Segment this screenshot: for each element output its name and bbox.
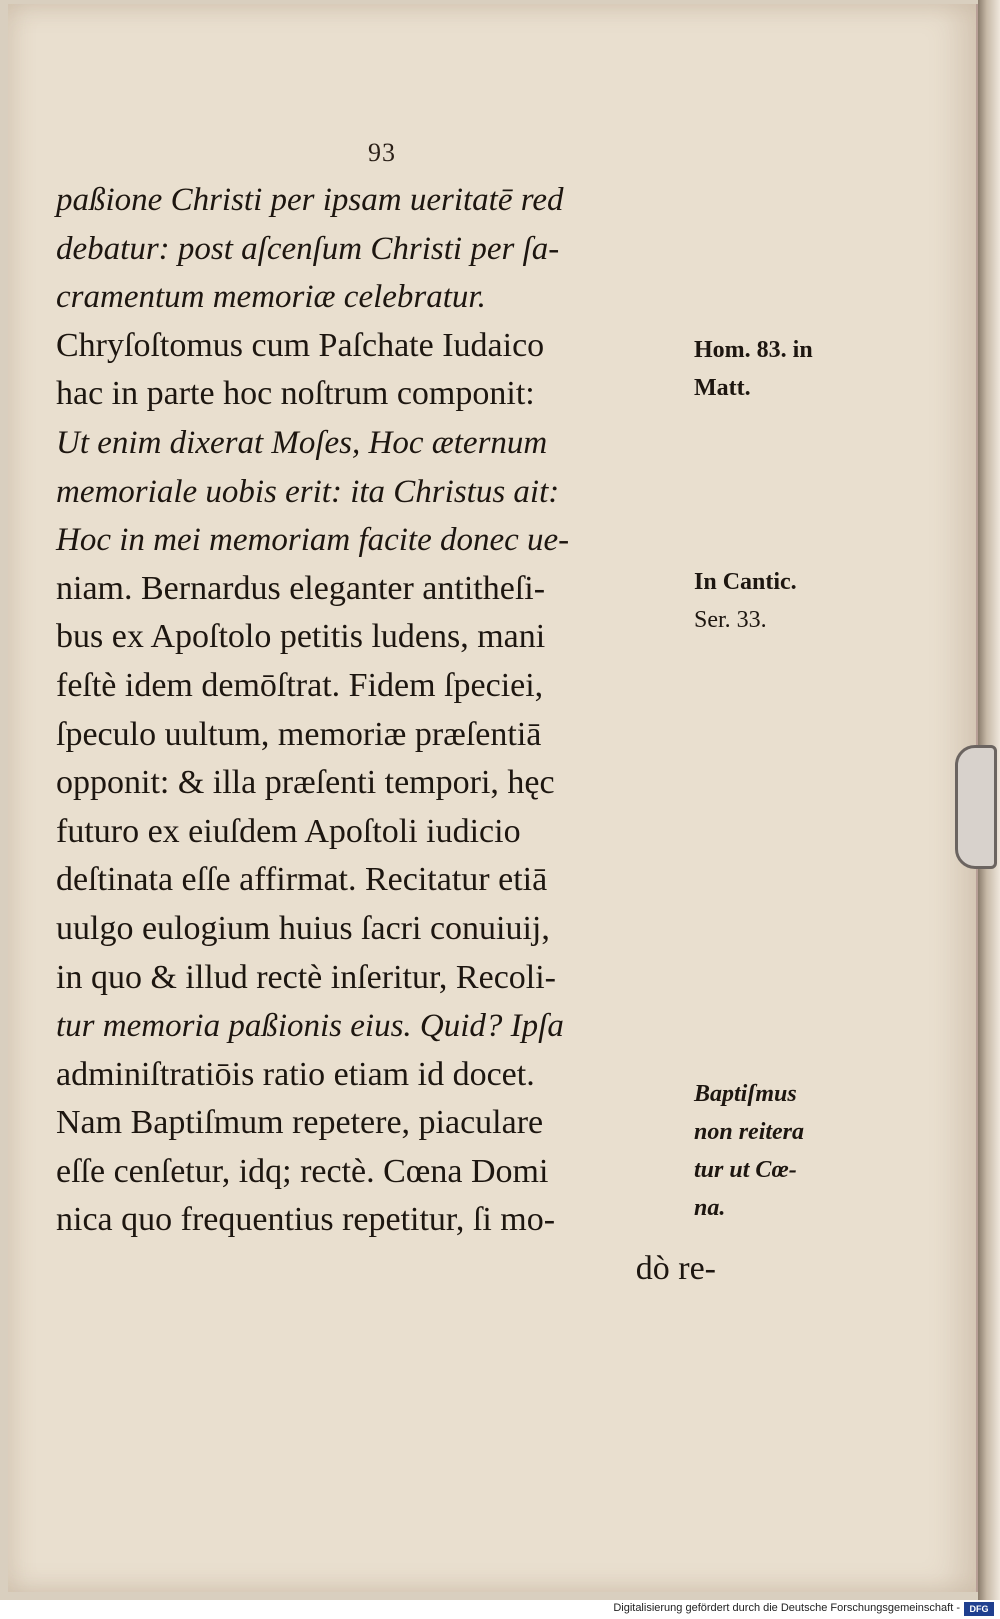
text-line: niam. Bernardus eleganter antitheſi- (56, 569, 546, 607)
text-line: memoriale uobis erit: ita Christus ait: (56, 473, 560, 510)
text-line: Nam Baptiſmum repetere, piaculare (56, 1104, 544, 1142)
text-line: Chryſoſtomus cum Paſchate Iudaico (56, 326, 545, 364)
book-page (8, 4, 979, 1592)
margin-note-baptism-line1: Baptiſmus (694, 1081, 797, 1107)
main-text-block (56, 176, 716, 1294)
text-line: nica quo frequentius repetitur, ſi mo- (56, 1201, 556, 1239)
margin-note-hom-line1: Hom. 83. in (694, 337, 813, 363)
margin-note-hom-line2: Matt. (694, 375, 751, 401)
text-line: hac in parte hoc noſtrum componit: (56, 375, 535, 413)
text-line: uulgo eulogium huius ſacri conuiuij, (56, 909, 550, 947)
text-line: Ut enim dixerat Moſes, Hoc æternum (56, 424, 548, 461)
margin-note-baptism-line3: tur ut Cœ- (694, 1157, 797, 1183)
text-line: cramentum memoriæ celebratur. (56, 279, 486, 316)
text-line: futuro ex eiuſdem Apoſtoli iudicio (56, 812, 521, 850)
footer-credit: Digitalisierung gefördert durch die Deutsche Forschungsgemeinschaft - (613, 1602, 960, 1614)
text-line: paßione Christi per ipsam ueritatē red (56, 182, 564, 218)
catchword: dò re- (635, 1250, 716, 1288)
text-line: feſtè idem demōſtrat. Fidem ſpeciei, (56, 666, 544, 704)
text-line: in quo & illud rectè inſeritur, Recoli- (56, 958, 557, 996)
text-line: Hoc in mei memoriam facite donec ue- (56, 522, 570, 559)
text-line: debatur: post aſcenſum Christi per ſa- (56, 230, 560, 267)
text-line: deſtinata eſſe affirmat. Recitatur etiā (56, 861, 548, 899)
text-line: opponit: & illa præſenti tempori, hęc (56, 764, 555, 802)
text-line: ſpeculo uultum, memoriæ præſentiā (56, 715, 542, 753)
page-clip (955, 745, 997, 869)
margin-note-cantic-line1: In Cantic. (694, 569, 797, 595)
margin-note-baptism-line2: non reitera (694, 1119, 805, 1145)
text-line: adminiſtratiōis ratio etiam id docet. (56, 1055, 535, 1093)
footer-bar (0, 1600, 1000, 1619)
dfg-logo: DFG (964, 1602, 994, 1616)
text-line: eſſe cenſetur, idq; rectè. Cœna Domi (56, 1152, 549, 1190)
page-number: 93 (368, 138, 396, 167)
text-line: bus ex Apoſtolo petitis ludens, mani (56, 618, 546, 656)
margin-note-baptism-line4: na. (694, 1195, 726, 1221)
text-line: tur memoria paßionis eius. Quid? Ipſa (56, 1008, 564, 1045)
margin-note-cantic-line2: Ser. 33. (694, 607, 767, 633)
